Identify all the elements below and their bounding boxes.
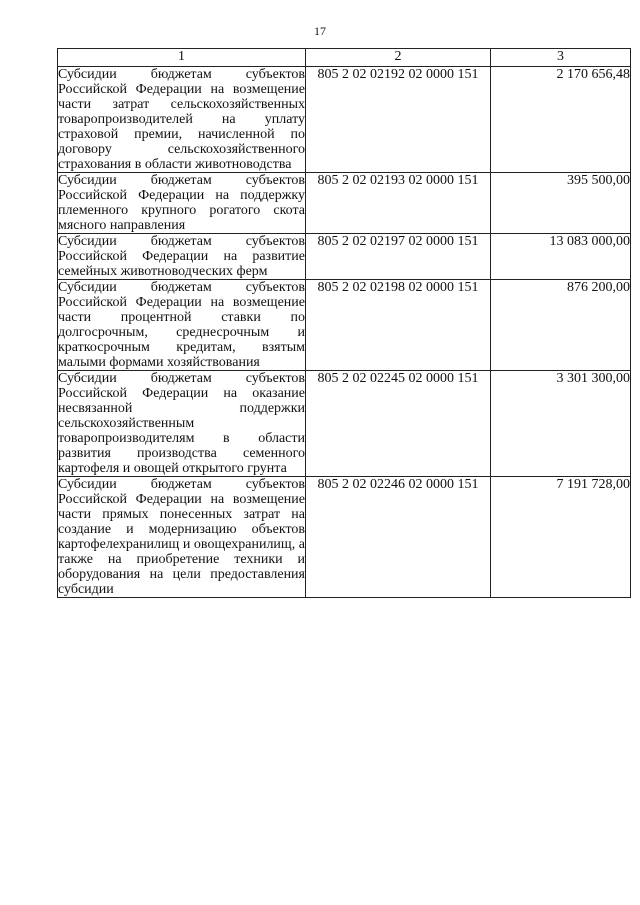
budget-code: 805 2 02 02246 02 0000 151 [306,477,491,598]
subsidy-name: Субсидии бюджетам субъектов Российской Федерации на поддержку племенного крупного рогатого скота мясного направления [58,173,305,233]
column-header-2: 2 [306,49,491,67]
page-number: 17 [314,24,326,38]
table-row [58,67,631,173]
table-row [58,173,631,234]
subsidy-name: Субсидии бюджетам субъектов Российской Федерации на оказание несвязанной поддержки сельскохозяйственным товаропроизводителям в области развития производства семенного картофеля и овощей открытого грунта [58,371,305,476]
subsidy-amount: 7 191 728,00 [491,477,631,598]
table-header-row [58,49,631,67]
subsidy-amount: 3 301 300,00 [491,371,631,477]
subsidy-amount: 395 500,00 [491,173,631,234]
column-header-1: 1 [58,49,306,67]
budget-code: 805 2 02 02245 02 0000 151 [306,371,491,477]
table-row [58,371,631,477]
subsidy-amount: 876 200,00 [491,280,631,371]
budget-code: 805 2 02 02193 02 0000 151 [306,173,491,234]
table-row [58,234,631,280]
table-row [58,280,631,371]
subsidy-amount: 13 083 000,00 [491,234,631,280]
table-row [58,477,631,598]
subsidy-name: Субсидии бюджетам субъектов Российской Федерации на развитие семейных животноводческих ферм [58,234,305,279]
budget-code: 805 2 02 02197 02 0000 151 [306,234,491,280]
budget-table [57,48,631,598]
budget-code: 805 2 02 02198 02 0000 151 [306,280,491,371]
budget-code: 805 2 02 02192 02 0000 151 [306,67,491,173]
subsidy-name: Субсидии бюджетам субъектов Российской Федерации на возмещение части прямых понесенных затрат на создание и модернизацию объектов картофелехранилищ и овощехранилищ, а также на приобретение техники и оборудования на цели предоставления субсидии [58,477,305,597]
subsidy-name: Субсидии бюджетам субъектов Российской Федерации на возмещение части затрат сельскохозяйственных товаропроизводителей на уплату страховой премии, начисленной по договору сельскохозяйственного страхования в области животноводства [58,67,305,172]
subsidy-name: Субсидии бюджетам субъектов Российской Федерации на возмещение части процентной ставки по долгосрочным, среднесрочным и краткосрочным кредитам, взятым малыми формами хозяйствования [58,280,305,370]
subsidy-amount: 2 170 656,48 [491,67,631,173]
column-header-3: 3 [491,49,631,67]
